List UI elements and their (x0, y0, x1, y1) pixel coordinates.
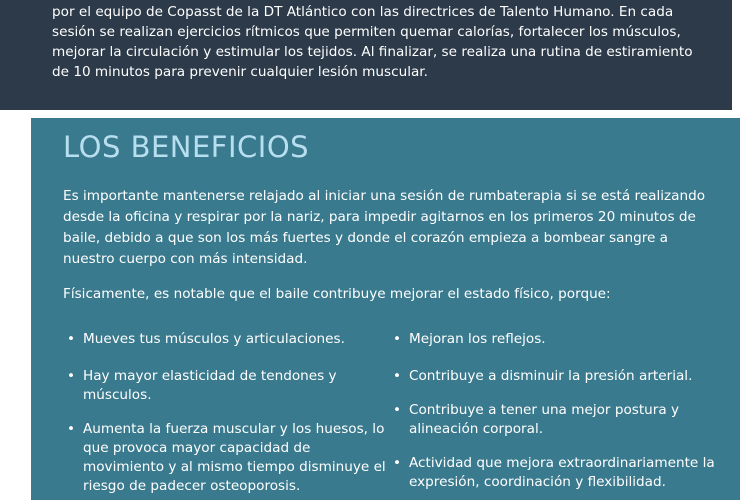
intro-line: sesión se realizan ejercicios rítmicos que permiten quemar calorías, fortalecer los músculos, (52, 24, 681, 40)
bullet-icon: • (393, 402, 402, 418)
benefits-section (31, 118, 740, 500)
intro-section (0, 0, 732, 110)
paragraph-line: nuestro cuerpo con más intensidad. (63, 251, 308, 267)
list-item (67, 367, 337, 405)
list-item (67, 330, 345, 349)
list-item (393, 401, 679, 439)
intro-line: de 10 minutos para prevenir cualquier lesión muscular. (52, 64, 428, 80)
list-item-text: que provoca mayor capacidad de (83, 440, 311, 456)
list-item-text: Aumenta la fuerza muscular y los huesos, lo (83, 421, 385, 437)
list-item (67, 420, 386, 496)
list-item (393, 330, 546, 349)
bullet-icon: • (67, 368, 76, 384)
list-item (393, 454, 715, 492)
paragraph-line: baile, debido a que son los más fuertes y donde el corazón empieza a bombear sangre a (63, 230, 669, 246)
list-item-text: alineación corporal. (409, 421, 544, 437)
intro-line: por el equipo de Copasst de la DT Atlántico con las directrices de Talento Humano. En cada (52, 4, 674, 20)
paragraph-line: Es importante mantenerse relajado al iniciar una sesión de rumbaterapia si se está realizando (63, 188, 706, 204)
list-item (393, 367, 692, 386)
benefits-paragraph-1 (63, 186, 706, 270)
benefits-paragraph-2: Físicamente, es notable que el baile contribuye mejorar el estado físico, porque: (63, 286, 611, 302)
intro-line: mejorar la circulación y estimular los tejidos. Al finalizar, se realiza una rutina de estiramiento (52, 44, 693, 60)
intro-paragraph (52, 2, 702, 82)
bullet-icon: • (393, 331, 402, 347)
bullet-icon: • (393, 455, 402, 471)
list-item-text: Contribuye a tener una mejor postura y (409, 402, 680, 418)
list-item-text: músculos. (83, 387, 152, 403)
list-item-text: expresión, coordinación y flexibilidad. (409, 474, 666, 490)
bullet-icon: • (393, 368, 402, 384)
list-item-text: Contribuye a disminuir la presión arterial. (409, 368, 693, 384)
benefits-heading: LOS BENEFICIOS (63, 130, 310, 164)
list-item-text: Hay mayor elasticidad de tendones y (83, 368, 337, 384)
bullet-icon: • (67, 331, 76, 347)
bullet-icon: • (67, 421, 76, 437)
paragraph-line: desde la oficina y respirar por la nariz, para impedir agitarnos en los primeros 20 minutos de (63, 209, 696, 225)
list-item-text: movimiento y al mismo tiempo disminuye el (83, 459, 386, 475)
list-item-text: riesgo de padecer osteoporosis. (83, 478, 301, 494)
list-item-text: Actividad que mejora extraordinariamente la (409, 455, 715, 471)
list-item-text: Mejoran los reflejos. (409, 331, 546, 347)
list-item-text: Mueves tus músculos y articulaciones. (83, 331, 345, 347)
